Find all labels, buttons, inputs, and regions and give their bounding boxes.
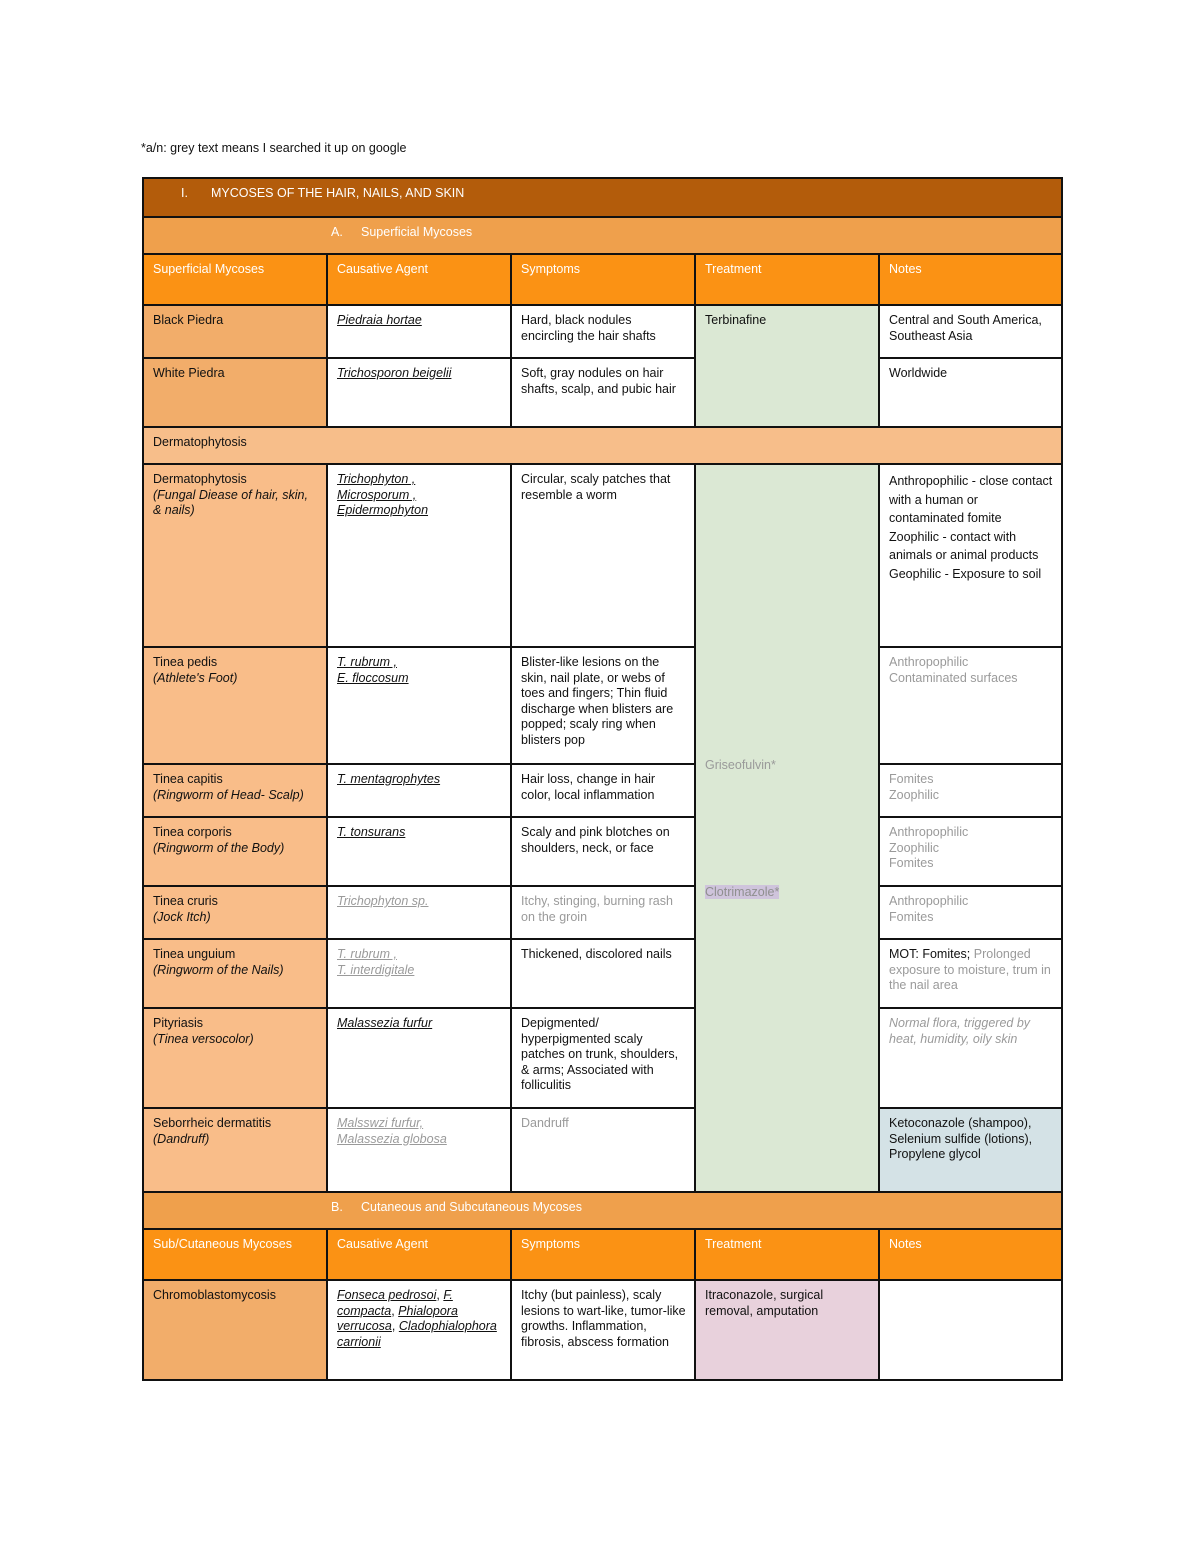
agent-text: T. mentagrophytes bbox=[337, 772, 441, 786]
agent-text: F. compacta bbox=[337, 1288, 453, 1318]
agent-text: Phialopora verrucosa bbox=[337, 1303, 458, 1333]
symptoms: Itchy (but painless), scaly lesions to wart-like, tumor-like growths. Inflammation, fibrosis, abscess formation bbox=[511, 1280, 695, 1380]
disease-title: Tinea corporis bbox=[153, 825, 232, 839]
disease-alias: (Ringworm of Head- Scalp) bbox=[153, 787, 304, 802]
causative-agent bbox=[327, 1108, 511, 1192]
agent-text: Malsswzi furfur, bbox=[337, 1116, 424, 1130]
section-a-number: A. bbox=[331, 225, 343, 239]
col-header-disease: Superficial Mycoses bbox=[143, 254, 327, 305]
agent-text: Trichosporon beigelii bbox=[337, 366, 452, 380]
disease-name: Black Piedra bbox=[143, 305, 327, 358]
disease-title: Dermatophytosis bbox=[153, 472, 247, 486]
symptoms: Hair loss, change in hair color, local inflammation bbox=[511, 764, 695, 817]
disease-name bbox=[143, 886, 327, 939]
notes bbox=[879, 886, 1062, 939]
disease-name bbox=[143, 1008, 327, 1108]
table-row bbox=[143, 886, 1062, 939]
col-header-symptoms: Symptoms bbox=[511, 254, 695, 305]
section-a-heading bbox=[143, 217, 1062, 254]
causative-agent bbox=[327, 464, 511, 647]
col-header-symptoms: Symptoms bbox=[511, 1229, 695, 1280]
disease-title: Tinea capitis bbox=[153, 772, 223, 786]
agent-text: Epidermophyton bbox=[337, 503, 429, 517]
disease-name bbox=[143, 647, 327, 764]
symptoms: Thickened, discolored nails bbox=[511, 939, 695, 1008]
disease-alias: (Tinea versocolor) bbox=[153, 1031, 254, 1046]
note-line: Anthropophilic - close contact with a human or contaminated fomite bbox=[889, 474, 1053, 525]
col-header-notes: Notes bbox=[879, 1229, 1062, 1280]
category-heading: Dermatophytosis bbox=[143, 427, 1062, 464]
category-row bbox=[143, 427, 1062, 464]
symptoms: Blister-like lesions on the skin, nail plate, or webs of toes and fingers; Thin fluid discharge when blisters are popped; scaly ring when blisters pop bbox=[511, 647, 695, 764]
notes bbox=[879, 764, 1062, 817]
note-mot: MOT: Fomites; bbox=[889, 947, 971, 961]
agent-text: Malassezia furfur bbox=[337, 1016, 433, 1030]
note-line: Zoophilic bbox=[889, 840, 940, 855]
treatment-clotrimazole bbox=[705, 885, 779, 901]
disease-alias: (Athlete's Foot) bbox=[153, 670, 238, 685]
treatment: Terbinafine bbox=[695, 305, 879, 427]
notes bbox=[879, 464, 1062, 647]
symptoms: Soft, gray nodules on hair shafts, scalp, and pubic hair bbox=[511, 358, 695, 427]
col-header-disease: Sub/Cutaneous Mycoses bbox=[143, 1229, 327, 1280]
table-row bbox=[143, 764, 1062, 817]
notes bbox=[879, 647, 1062, 764]
col-header-notes: Notes bbox=[879, 254, 1062, 305]
note-line: Fomites bbox=[889, 909, 934, 924]
disease-title: Tinea pedis bbox=[153, 655, 218, 669]
disease-name bbox=[143, 817, 327, 886]
agent-text: T. interdigitale bbox=[337, 962, 415, 977]
causative-agent bbox=[327, 305, 511, 358]
treatment-clotrimazole-text: Clotrimazole* bbox=[705, 885, 780, 899]
agent-text: T. tonsurans bbox=[337, 825, 406, 839]
agent-text: Piedraia hortae bbox=[337, 313, 422, 327]
agent-text: Trichophyton , bbox=[337, 472, 416, 486]
table-title-row bbox=[143, 178, 1062, 217]
table-row bbox=[143, 817, 1062, 886]
note-line: Zoophilic - contact with animals or animal products bbox=[889, 529, 1039, 562]
causative-agent bbox=[327, 358, 511, 427]
agent-text: Microsporum , bbox=[337, 487, 417, 502]
table-row bbox=[143, 1008, 1062, 1108]
causative-agent bbox=[327, 939, 511, 1008]
note-line: Fomites bbox=[889, 772, 934, 786]
symptoms: Scaly and pink blotches on shoulders, neck, or face bbox=[511, 817, 695, 886]
symptoms: Depigmented/ hyperpigmented scaly patches on trunk, shoulders, & arms; Associated with folliculitis bbox=[511, 1008, 695, 1108]
shared-treatment bbox=[695, 464, 879, 1192]
agent-text: Cladophialophora carrionii bbox=[337, 1319, 497, 1349]
disease-alias: (Jock Itch) bbox=[153, 909, 211, 924]
note-line: Fomites bbox=[889, 856, 934, 870]
disease-alias: (Dandruff) bbox=[153, 1131, 210, 1146]
notes: Worldwide bbox=[879, 358, 1062, 427]
symptoms: Circular, scaly patches that resemble a worm bbox=[511, 464, 695, 647]
disease-name bbox=[143, 939, 327, 1008]
section-b-heading bbox=[143, 1192, 1062, 1229]
causative-agent: Fonseca pedrosoi, F. compacta, Phialopora verrucosa, Cladophialophora carrionii bbox=[327, 1280, 511, 1380]
treatment: Ketoconazole (shampoo), Selenium sulfide (lotions), Propylene glycol bbox=[879, 1108, 1062, 1192]
disease-name bbox=[143, 764, 327, 817]
note-grey: Prolonged exposure to moisture, trum in the nail area bbox=[889, 947, 1051, 992]
notes bbox=[879, 1280, 1062, 1380]
notes: Normal flora, triggered by heat, humidity, oily skin bbox=[879, 1008, 1062, 1108]
col-header-treatment: Treatment bbox=[695, 1229, 879, 1280]
col-header-agent: Causative Agent bbox=[327, 254, 511, 305]
agent-text: E. floccosum bbox=[337, 670, 409, 685]
disease-alias: (Ringworm of the Body) bbox=[153, 840, 285, 855]
agent-text: Malassezia globosa bbox=[337, 1131, 447, 1146]
title-text: MYCOSES OF THE HAIR, NAILS, AND SKIN bbox=[211, 186, 465, 200]
treatment: Itraconazole, surgical removal, amputation bbox=[695, 1280, 879, 1380]
author-note: *a/n: grey text means I searched it up on google bbox=[141, 141, 407, 155]
table-row bbox=[143, 305, 1062, 358]
table-title bbox=[143, 178, 1062, 217]
disease-alias: (Fungal Diease of hair, skin, & nails) bbox=[153, 487, 308, 517]
mycoses-table bbox=[142, 177, 1063, 1381]
note-line: Anthropophilic bbox=[889, 894, 969, 908]
treatment-griseofulvin: Griseofulvin* bbox=[705, 758, 776, 772]
disease-name bbox=[143, 464, 327, 647]
table-row bbox=[143, 464, 1062, 647]
table-row bbox=[143, 1108, 1062, 1192]
symptoms: Hard, black nodules encircling the hair shafts bbox=[511, 305, 695, 358]
section-b-number: B. bbox=[331, 1200, 343, 1214]
causative-agent bbox=[327, 1008, 511, 1108]
causative-agent bbox=[327, 647, 511, 764]
agent-text: Fonseca pedrosoi bbox=[337, 1288, 437, 1302]
title-number: I. bbox=[181, 186, 188, 200]
notes bbox=[879, 939, 1062, 1008]
header-row-a bbox=[143, 254, 1062, 305]
symptoms: Itchy, stinging, burning rash on the groin bbox=[511, 886, 695, 939]
note-line: Anthropophilic bbox=[889, 655, 969, 669]
symptoms: Dandruff bbox=[511, 1108, 695, 1192]
table-row bbox=[143, 358, 1062, 427]
disease-name: White Piedra bbox=[143, 358, 327, 427]
notes bbox=[879, 817, 1062, 886]
agent-text: Trichophyton sp. bbox=[337, 894, 429, 908]
disease-title: Tinea cruris bbox=[153, 894, 218, 908]
disease-name: Chromoblastomycosis bbox=[143, 1280, 327, 1380]
note-line: Zoophilic bbox=[889, 787, 940, 802]
causative-agent bbox=[327, 764, 511, 817]
note-line: Anthropophilic bbox=[889, 825, 969, 839]
table-row bbox=[143, 939, 1062, 1008]
causative-agent bbox=[327, 886, 511, 939]
table-row bbox=[143, 647, 1062, 764]
disease-title: Tinea unguium bbox=[153, 947, 236, 961]
table-row bbox=[143, 1280, 1062, 1380]
col-header-treatment: Treatment bbox=[695, 254, 879, 305]
note-line: Contaminated surfaces bbox=[889, 670, 1018, 685]
notes: Central and South America, Southeast Asia bbox=[879, 305, 1062, 358]
agent-text: T. rubrum , bbox=[337, 947, 397, 961]
disease-alias: (Ringworm of the Nails) bbox=[153, 962, 284, 977]
disease-title: Seborrheic dermatitis bbox=[153, 1116, 272, 1130]
causative-agent bbox=[327, 817, 511, 886]
section-b-text: Cutaneous and Subcutaneous Mycoses bbox=[361, 1200, 582, 1214]
agent-text: T. rubrum , bbox=[337, 655, 397, 669]
section-b-row bbox=[143, 1192, 1062, 1229]
section-a-row bbox=[143, 217, 1062, 254]
disease-title: Pityriasis bbox=[153, 1016, 204, 1030]
note-line: Geophilic - Exposure to soil bbox=[889, 566, 1042, 581]
section-a-text: Superficial Mycoses bbox=[361, 225, 473, 239]
disease-name bbox=[143, 1108, 327, 1192]
col-header-agent: Causative Agent bbox=[327, 1229, 511, 1280]
header-row-b bbox=[143, 1229, 1062, 1280]
